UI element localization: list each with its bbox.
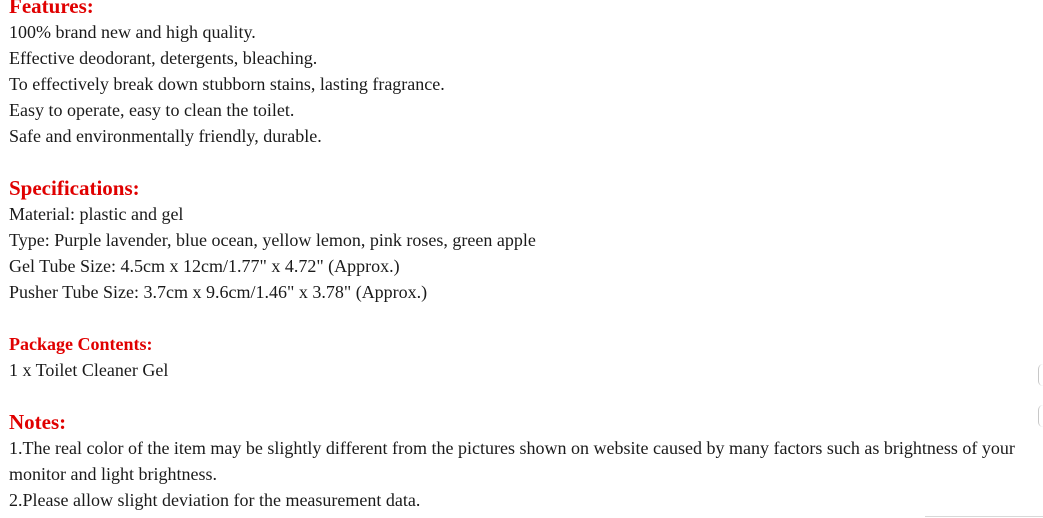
notes-item: 1.The real color of the item may be slightly different from the pictures shown on website caused by many factors such as brightness of your monitor and light brightness. (9, 438, 1015, 484)
notes-item: 2.Please allow slight deviation for the measurement data. (9, 490, 421, 510)
features-item: Easy to operate, easy to clean the toilet. (9, 100, 295, 120)
features-item: 100% brand new and high quality. (9, 22, 256, 42)
section-spacer (9, 305, 1043, 331)
features-item: Effective deodorant, detergents, bleaching. (9, 48, 318, 68)
specifications-item: Gel Tube Size: 4.5cm x 12cm/1.77" x 4.72" (Approx.) (9, 256, 400, 276)
scroll-edge-marker (1038, 364, 1043, 386)
package-contents-list (9, 357, 1043, 383)
bottom-divider (925, 516, 1043, 517)
section-spacer (9, 149, 1043, 175)
package-contents-item: 1 x Toilet Cleaner Gel (9, 360, 169, 380)
product-description (9, 0, 1043, 513)
features-item: To effectively break down stubborn stains, lasting fragrance. (9, 74, 445, 94)
specifications-item: Material: plastic and gel (9, 204, 184, 224)
features-list (9, 19, 1043, 149)
notes-heading: Notes: (9, 410, 67, 434)
specifications-list (9, 201, 1043, 305)
notes-list (9, 435, 1043, 513)
package-contents-heading: Package Contents: (9, 334, 153, 354)
specifications-heading: Specifications: (9, 176, 140, 200)
specifications-item: Pusher Tube Size: 3.7cm x 9.6cm/1.46" x 3.78" (Approx.) (9, 282, 428, 302)
features-item: Safe and environmentally friendly, durable. (9, 126, 322, 146)
specifications-item: Type: Purple lavender, blue ocean, yellow lemon, pink roses, green apple (9, 230, 536, 250)
section-spacer (9, 383, 1043, 409)
features-heading: Features: (9, 0, 94, 18)
scroll-edge-marker (1038, 405, 1043, 427)
